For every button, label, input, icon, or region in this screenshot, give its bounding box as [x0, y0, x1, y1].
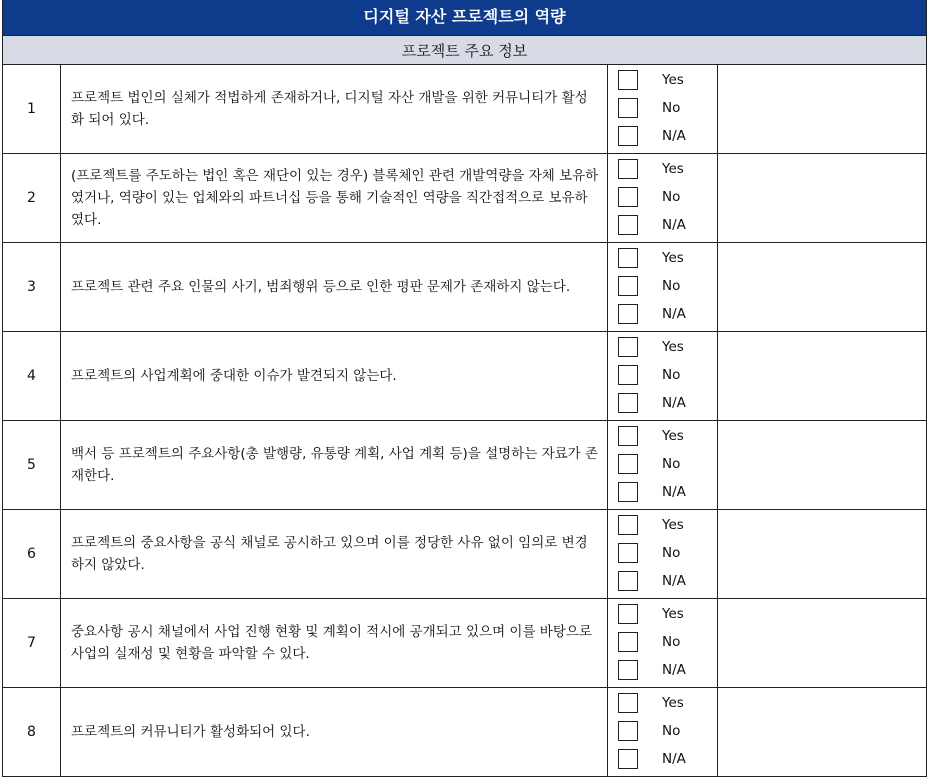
- checklist-row: [3, 332, 927, 421]
- checkbox[interactable]: [618, 749, 638, 769]
- checklist-row: [3, 421, 927, 510]
- item-criterion: 프로젝트의 커뮤니티가 활성화되어 있다.: [61, 688, 608, 777]
- answer-options: [608, 510, 718, 599]
- checkbox[interactable]: [618, 660, 638, 680]
- option-n-a[interactable]: [608, 123, 717, 151]
- table-title: 디지털 자산 프로젝트의 역량: [3, 0, 927, 36]
- option-label: N/A: [662, 217, 686, 233]
- option-label: No: [662, 100, 681, 116]
- item-criterion: 프로젝트 관련 주요 인물의 사기, 범죄행위 등으로 인한 평판 문제가 존재하지 않는다.: [61, 243, 608, 332]
- item-criterion: (프로젝트를 주도하는 법인 혹은 재단이 있는 경우) 블록체인 관련 개발역량을 자체 보유하였거나, 역량이 있는 업체와의 파트너십 등을 통해 기술적인 역량을 직간접적으로 보유하였다.: [61, 154, 608, 243]
- checkbox[interactable]: [618, 454, 638, 474]
- option-label: Yes: [662, 250, 684, 266]
- option-yes[interactable]: [608, 156, 717, 184]
- option-yes[interactable]: [608, 334, 717, 362]
- item-criterion: 백서 등 프로젝트의 주요사항(총 발행량, 유통량 계획, 사업 계획 등)을 설명하는 자료가 존재한다.: [61, 421, 608, 510]
- checkbox[interactable]: [618, 632, 638, 652]
- option-label: Yes: [662, 517, 684, 533]
- answer-options: [608, 421, 718, 510]
- option-yes[interactable]: [608, 512, 717, 540]
- option-label: Yes: [662, 72, 684, 88]
- checkbox[interactable]: [618, 98, 638, 118]
- checkbox[interactable]: [618, 187, 638, 207]
- checkbox[interactable]: [618, 693, 638, 713]
- option-n-a[interactable]: [608, 212, 717, 240]
- option-yes[interactable]: [608, 690, 717, 718]
- option-n-a[interactable]: [608, 301, 717, 329]
- option-label: Yes: [662, 428, 684, 444]
- option-label: No: [662, 189, 681, 205]
- checkbox[interactable]: [618, 365, 638, 385]
- option-n-a[interactable]: [608, 479, 717, 507]
- notes-cell[interactable]: [718, 510, 927, 599]
- option-yes[interactable]: [608, 601, 717, 629]
- checklist-row: [3, 688, 927, 777]
- checklist-row: [3, 599, 927, 688]
- option-yes[interactable]: [608, 67, 717, 95]
- option-label: No: [662, 723, 681, 739]
- option-no[interactable]: [608, 451, 717, 479]
- checkbox[interactable]: [618, 543, 638, 563]
- item-criterion: 중요사항 공시 채널에서 사업 진행 현황 및 계획이 적시에 공개되고 있으며 이를 바탕으로 사업의 실재성 및 현황을 파악할 수 있다.: [61, 599, 608, 688]
- checklist-row: [3, 243, 927, 332]
- checkbox[interactable]: [618, 126, 638, 146]
- item-criterion: 프로젝트의 사업계획에 중대한 이슈가 발견되지 않는다.: [61, 332, 608, 421]
- item-number: 4: [3, 332, 61, 421]
- option-label: Yes: [662, 339, 684, 355]
- answer-options: [608, 243, 718, 332]
- option-label: Yes: [662, 161, 684, 177]
- option-n-a[interactable]: [608, 657, 717, 685]
- item-number: 6: [3, 510, 61, 599]
- item-criterion: 프로젝트 법인의 실체가 적법하게 존재하거나, 디지털 자산 개발을 위한 커뮤니티가 활성화 되어 있다.: [61, 65, 608, 154]
- option-label: No: [662, 278, 681, 294]
- checkbox[interactable]: [618, 571, 638, 591]
- option-n-a[interactable]: [608, 568, 717, 596]
- item-number: 2: [3, 154, 61, 243]
- option-label: Yes: [662, 606, 684, 622]
- notes-cell[interactable]: [718, 65, 927, 154]
- item-number: 3: [3, 243, 61, 332]
- option-n-a[interactable]: [608, 746, 717, 774]
- checkbox[interactable]: [618, 337, 638, 357]
- option-label: Yes: [662, 695, 684, 711]
- checkbox[interactable]: [618, 304, 638, 324]
- checkbox[interactable]: [618, 393, 638, 413]
- item-number: 1: [3, 65, 61, 154]
- option-label: N/A: [662, 573, 686, 589]
- option-no[interactable]: [608, 718, 717, 746]
- capability-checklist-table: [2, 0, 927, 777]
- checkbox[interactable]: [618, 70, 638, 90]
- checkbox[interactable]: [618, 215, 638, 235]
- checkbox[interactable]: [618, 482, 638, 502]
- checkbox[interactable]: [618, 276, 638, 296]
- checkbox[interactable]: [618, 515, 638, 535]
- notes-cell[interactable]: [718, 599, 927, 688]
- item-number: 8: [3, 688, 61, 777]
- answer-options: [608, 65, 718, 154]
- option-no[interactable]: [608, 540, 717, 568]
- item-number: 7: [3, 599, 61, 688]
- option-label: N/A: [662, 128, 686, 144]
- notes-cell[interactable]: [718, 421, 927, 510]
- answer-options: [608, 688, 718, 777]
- option-yes[interactable]: [608, 245, 717, 273]
- checklist-row: [3, 154, 927, 243]
- answer-options: [608, 332, 718, 421]
- option-n-a[interactable]: [608, 390, 717, 418]
- option-no[interactable]: [608, 273, 717, 301]
- checkbox[interactable]: [618, 426, 638, 446]
- option-no[interactable]: [608, 184, 717, 212]
- option-label: N/A: [662, 306, 686, 322]
- checkbox[interactable]: [618, 604, 638, 624]
- title-row: [3, 0, 927, 36]
- notes-cell[interactable]: [718, 688, 927, 777]
- checkbox[interactable]: [618, 721, 638, 741]
- option-no[interactable]: [608, 362, 717, 390]
- item-number: 5: [3, 421, 61, 510]
- section-title: 프로젝트 주요 정보: [3, 36, 927, 65]
- option-label: N/A: [662, 751, 686, 767]
- notes-cell[interactable]: [718, 243, 927, 332]
- checklist-row: [3, 65, 927, 154]
- option-label: N/A: [662, 484, 686, 500]
- item-criterion: 프로젝트의 중요사항을 공식 채널로 공시하고 있으며 이를 정당한 사유 없이 임의로 변경하지 않았다.: [61, 510, 608, 599]
- notes-cell[interactable]: [718, 154, 927, 243]
- answer-options: [608, 599, 718, 688]
- option-no[interactable]: [608, 629, 717, 657]
- option-no[interactable]: [608, 95, 717, 123]
- option-label: No: [662, 545, 681, 561]
- checkbox[interactable]: [618, 159, 638, 179]
- option-label: N/A: [662, 662, 686, 678]
- section-row: [3, 36, 927, 65]
- answer-options: [608, 154, 718, 243]
- option-label: No: [662, 456, 681, 472]
- option-label: N/A: [662, 395, 686, 411]
- option-label: No: [662, 367, 681, 383]
- option-label: No: [662, 634, 681, 650]
- checkbox[interactable]: [618, 248, 638, 268]
- checklist-row: [3, 510, 927, 599]
- notes-cell[interactable]: [718, 332, 927, 421]
- option-yes[interactable]: [608, 423, 717, 451]
